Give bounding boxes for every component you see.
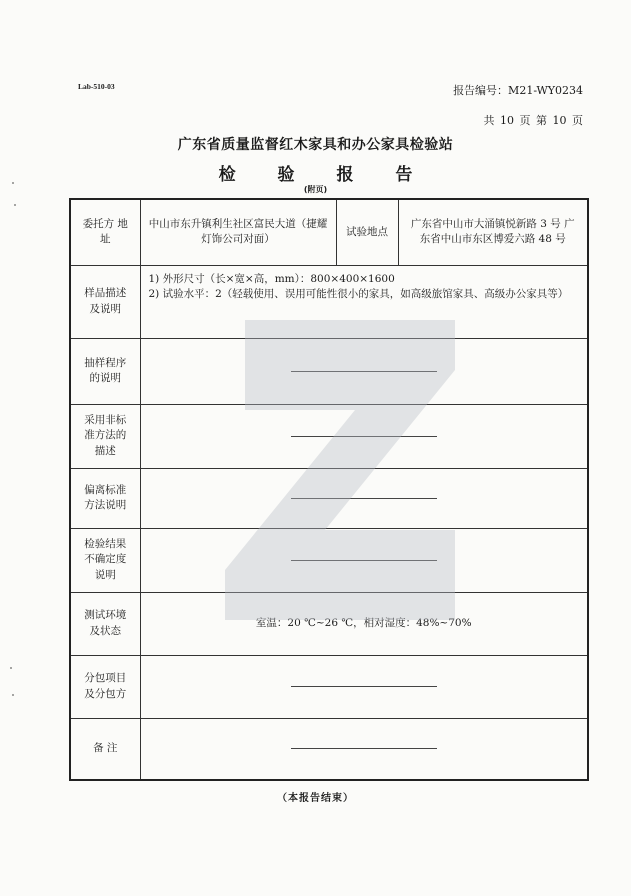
sample-desc-value: [140, 265, 588, 338]
client-address-value: 中山市东升镇利生社区富民大道（捷耀灯饰公司对面）: [140, 199, 336, 265]
deviation-value: [140, 468, 588, 528]
scan-speck: [14, 204, 16, 206]
report-end-note: （本报告结束）: [277, 793, 354, 804]
table-row: [70, 655, 588, 718]
page-info: 共 10 页 第 10 页: [483, 114, 583, 127]
report-number: 报告编号：M21-WY0234: [453, 84, 583, 97]
appendix-label: (附页): [303, 185, 328, 194]
uncertainty-label: 检验结果 不确定度 说明: [70, 528, 140, 592]
table-row: [70, 718, 588, 780]
scan-speck: [12, 182, 14, 184]
report-title: 检 验 报 告: [218, 165, 431, 185]
table-row: [70, 468, 588, 528]
table-row: [70, 265, 588, 338]
table-row: [70, 528, 588, 592]
scan-speck: [10, 667, 12, 669]
remarks-label: 备 注: [70, 718, 140, 780]
test-location-value: 广东省中山市大涌镇悦新路 3 号 广东省中山市东区博爱六路 48 号: [398, 199, 588, 265]
client-address-label: 委托方 地 址: [70, 199, 140, 265]
blank-dash: [291, 436, 437, 437]
blank-dash: [291, 748, 437, 749]
subcontract-label: 分包项目 及分包方: [70, 655, 140, 718]
table-row: [70, 404, 588, 468]
sampling-value: [140, 338, 588, 404]
sampling-label: 抽样程序 的说明: [70, 338, 140, 404]
table-row: [70, 199, 588, 265]
environment-label: 测试环境 及状态: [70, 592, 140, 655]
environment-value: 室温：20 ℃~26 ℃，相对湿度：48%~70%: [140, 592, 588, 655]
blank-dash: [291, 560, 437, 561]
table-row: [70, 592, 588, 655]
sample-desc-line: 1) 外形尺寸（长×宽×高，mm）：800×400×1600: [148, 272, 395, 285]
station-name: 广东省质量监督红木家具和办公家具检验站: [177, 137, 454, 153]
table-row: [70, 338, 588, 404]
blank-dash: [291, 498, 437, 499]
blank-dash: [291, 686, 437, 687]
sample-desc-label: 样品描述 及说明: [70, 265, 140, 338]
subcontract-value: [140, 655, 588, 718]
remarks-value: [140, 718, 588, 780]
nonstandard-value: [140, 404, 588, 468]
appendix-table: [69, 198, 589, 781]
form-code: Lab-510-03: [78, 82, 115, 91]
sample-desc-line: 2) 试验水平：2（轻载使用、误用可能性很小的家具，如高级旅馆家具、高级办公家具等）: [148, 287, 569, 300]
deviation-label: 偏离标准 方法说明: [70, 468, 140, 528]
test-location-label: 试验地点: [336, 199, 398, 265]
blank-dash: [291, 371, 437, 372]
uncertainty-value: [140, 528, 588, 592]
nonstandard-label: 采用非标 准方法的 描述: [70, 404, 140, 468]
scan-speck: [12, 694, 14, 696]
